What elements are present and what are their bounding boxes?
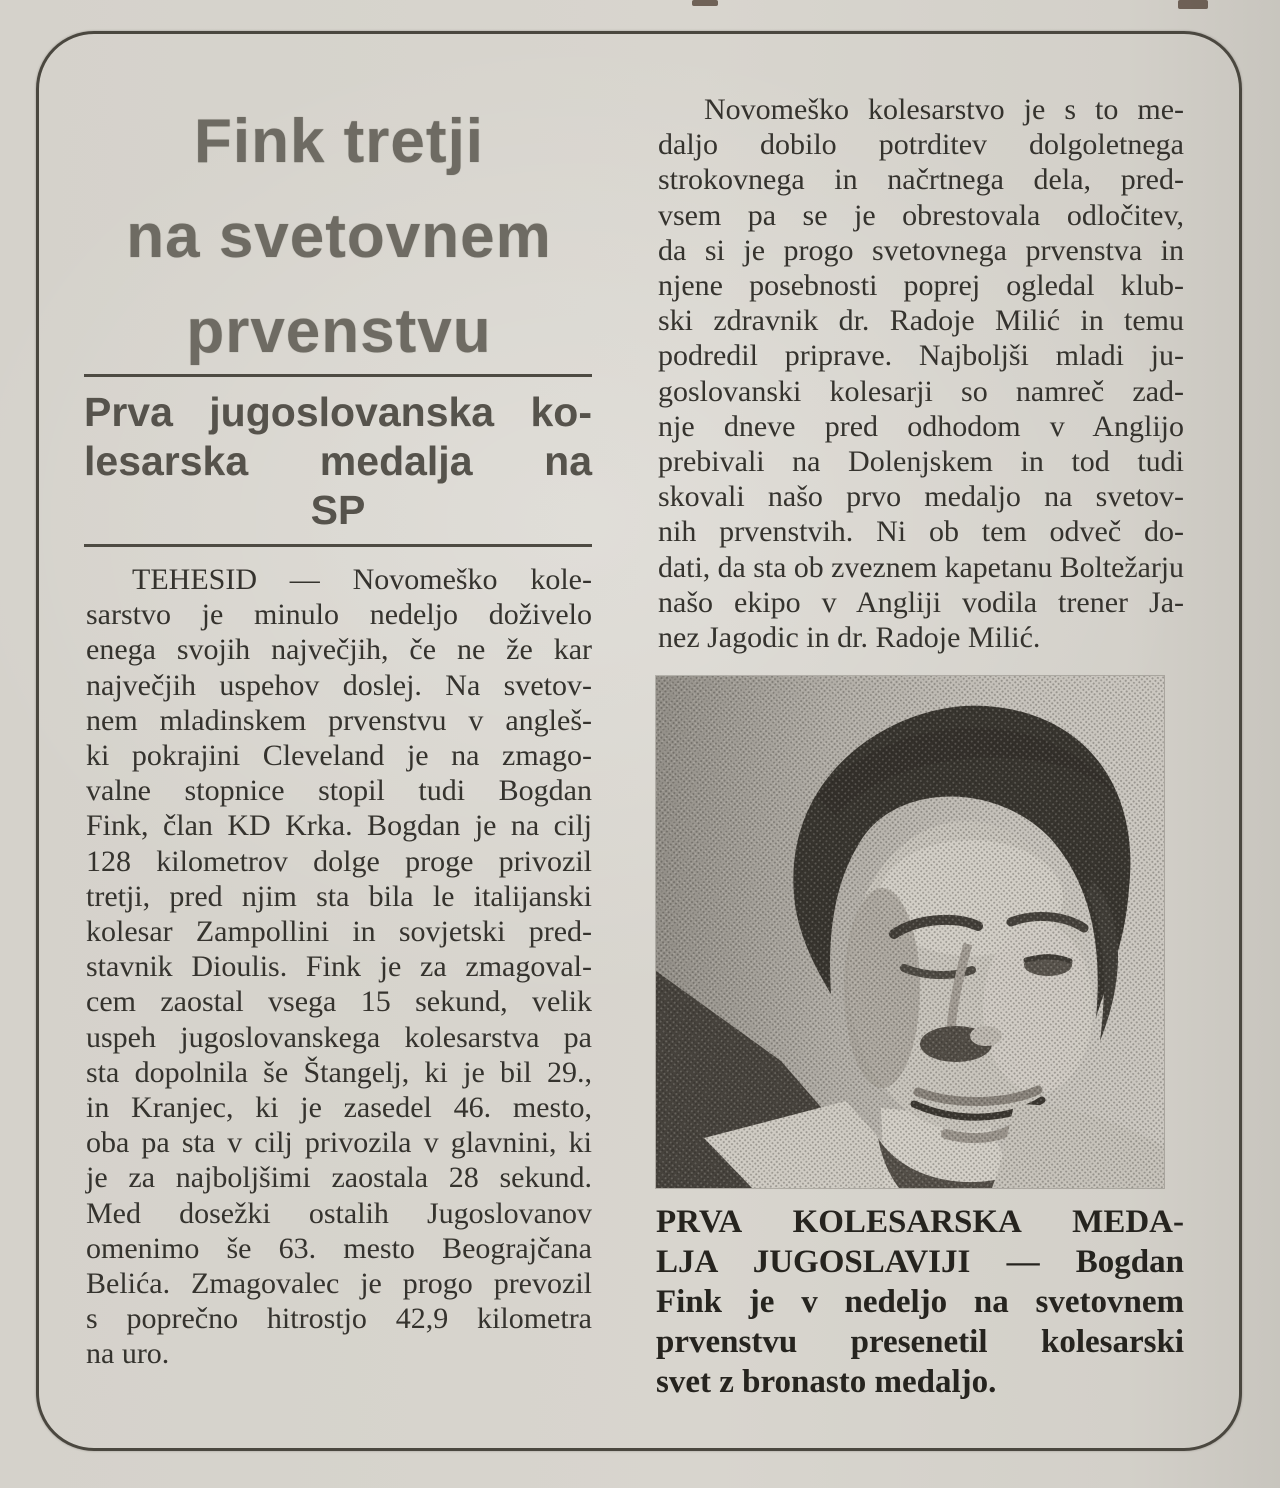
text-line: prvenstvu bbox=[186, 297, 492, 366]
text-line: goslovanski kolesarji so namreč zad- bbox=[658, 374, 1184, 408]
text-line: in Kranjec, ki je zasedel 46. mesto, bbox=[86, 1091, 592, 1125]
text-line: stavnik Dioulis. Fink je za zmagoval- bbox=[86, 950, 592, 984]
text-line: največjih uspehov doslej. Na svetov- bbox=[86, 668, 592, 702]
text-line: uspeh jugoslovanskega kolesarstva pa bbox=[86, 1020, 592, 1054]
text-line: sarstvo je minulo nedeljo doživelo bbox=[86, 598, 592, 632]
text-line: Fink, član KD Krka. Bogdan je na cilj bbox=[86, 809, 592, 843]
text-line: vsem pa se je obrestovala odločitev, bbox=[658, 198, 1184, 232]
text-line: daljo dobilo potrditev dolgoletnega bbox=[658, 128, 1184, 162]
text-line: podredil priprave. Najboljši mladi ju- bbox=[658, 339, 1184, 373]
photo-caption bbox=[656, 1202, 1184, 1402]
text-line: je za najboljšimi zaostala 28 sekund. bbox=[86, 1161, 592, 1195]
text-line: ki pokrajini Cleveland je na zmago- bbox=[86, 739, 592, 773]
text-line: Med dosežki ostalih Jugoslovanov bbox=[86, 1196, 592, 1230]
text-line: s poprečno hitrostjo 42,9 kilometra bbox=[86, 1302, 592, 1336]
text-line: PRVA KOLESARSKA MEDA- bbox=[656, 1204, 1184, 1240]
text-line: valne stopnice stopil tudi Bogdan bbox=[86, 774, 592, 808]
text-line: Fink tretji bbox=[193, 107, 485, 176]
text-line: dati, da sta ob zveznem kapetanu Boltežarju bbox=[658, 550, 1184, 584]
text-line: oba pa sta v cilj privozila v glavnini, ki bbox=[86, 1126, 592, 1160]
text-line: cem zaostal vsega 15 sekund, velik bbox=[86, 985, 592, 1019]
text-line: skovali našo prvo medaljo na svetov- bbox=[658, 480, 1184, 514]
text-line: na uro. bbox=[86, 1337, 170, 1371]
text-line: kolesar Zampollini in sovjetski pred- bbox=[86, 915, 592, 949]
text-line: TEHESID — Novomeško kole- bbox=[132, 563, 592, 596]
text-line: sta dopolnila še Štangelj, ki je bil 29., bbox=[86, 1055, 592, 1089]
text-line: 128 kilometrov dolge proge privozil bbox=[86, 844, 592, 878]
left-column-body bbox=[86, 562, 592, 1372]
text-line: omenimo še 63. mesto Beograjčana bbox=[86, 1231, 592, 1265]
article-subhead bbox=[84, 388, 592, 535]
scan-edge-mark bbox=[1178, 0, 1208, 9]
article-headline bbox=[84, 94, 594, 379]
text-line: prvenstvu presenetil kolesarski bbox=[656, 1324, 1184, 1360]
text-line: Fink je v nedeljo na svetovnem bbox=[656, 1284, 1184, 1320]
text-line: našo ekipo v Angliji vodila trener Ja- bbox=[658, 585, 1184, 619]
text-line: tretji, pred njim sta bila le italijanski bbox=[86, 879, 592, 913]
text-line: njene posebnosti poprej ogledal klub- bbox=[658, 269, 1184, 303]
text-line: Novomeško kolesarstvo je s to me- bbox=[704, 93, 1184, 126]
text-line: lesarska medalja na bbox=[84, 438, 592, 484]
text-line: nje dneve pred odhodom v Anglijo bbox=[658, 409, 1184, 443]
text-line: enega svojih največjih, če ne že kar bbox=[86, 633, 592, 667]
right-column-body bbox=[658, 92, 1184, 655]
portrait-photo bbox=[656, 676, 1164, 1188]
subhead-rule-bottom bbox=[84, 544, 592, 547]
text-line: ski zdravnik dr. Radoje Milić in temu bbox=[658, 304, 1184, 338]
text-line: SP bbox=[310, 487, 366, 533]
text-line: Belića. Zmagovalec je progo prevozil bbox=[86, 1267, 592, 1301]
text-line: nih prvenstvih. Ni ob tem odveč do- bbox=[658, 515, 1184, 549]
text-line: svet z bronasto medaljo. bbox=[656, 1364, 997, 1400]
scan-edge-mark bbox=[692, 0, 718, 6]
text-line: nez Jagodic in dr. Radoje Milić. bbox=[658, 621, 1041, 655]
text-line: da si je progo svetovnega prvenstva in bbox=[658, 233, 1184, 267]
subhead-rule-top bbox=[84, 374, 592, 377]
text-line: LJA JUGOSLAVIJI — Bogdan bbox=[656, 1244, 1184, 1280]
text-line: Prva jugoslovanska ko- bbox=[84, 389, 592, 435]
text-line: prebivali na Dolenjskem in tod tudi bbox=[658, 445, 1184, 479]
text-line: strokovnega in načrtnega dela, pred- bbox=[658, 163, 1184, 197]
portrait-photo-art bbox=[656, 676, 1164, 1188]
text-line: nem mladinskem prvenstvu v angleš- bbox=[86, 703, 592, 737]
text-line: na svetovnem bbox=[126, 202, 552, 271]
